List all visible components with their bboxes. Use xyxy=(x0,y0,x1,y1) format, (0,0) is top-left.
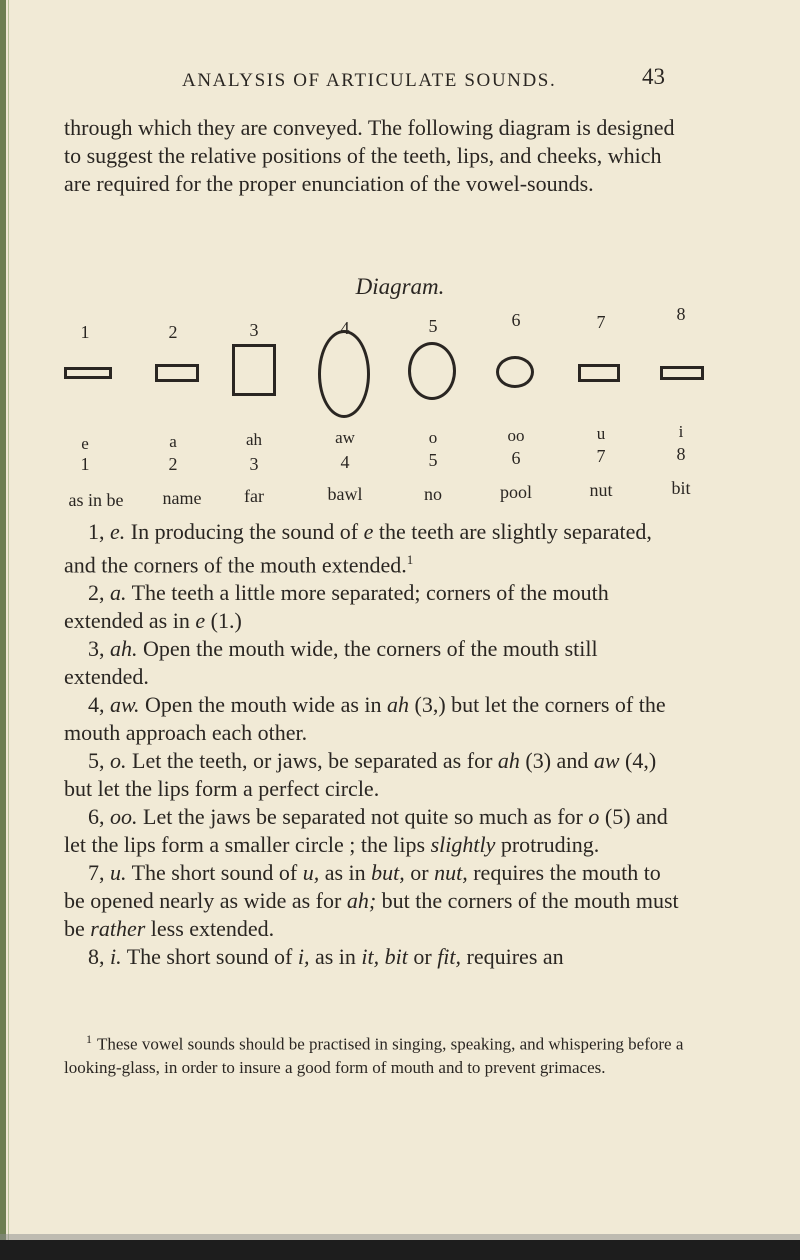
diagram-examples xyxy=(0,478,800,510)
example-word: pool xyxy=(499,482,532,502)
entry-text: Let the jaws be separated not quite so much as for xyxy=(137,804,589,830)
entry-key: e. xyxy=(110,519,126,544)
page-left-rule xyxy=(8,0,9,1260)
page-left-border xyxy=(0,0,6,1260)
footnote-reference: 1 xyxy=(406,552,414,567)
entry-text: The teeth a little more separated; corners of the mouth extended as in xyxy=(64,580,609,634)
instruction-entry xyxy=(64,635,684,691)
diagram-number: 6 xyxy=(511,448,521,468)
entry-text: (3,) but let the corners of the mouth approach each other. xyxy=(64,692,666,746)
example-word: far xyxy=(244,486,264,506)
entry-key: aw. xyxy=(110,692,140,718)
entry-text: Open the mouth wide, the corners of the mouth still extended. xyxy=(64,636,598,690)
instruction-entry xyxy=(64,579,684,635)
entry-text: requires the mouth to be opened nearly as wide as for xyxy=(64,860,661,914)
entry-text: (5) and let the lips form a smaller circle ; the lips xyxy=(64,804,668,858)
entry-italic: i, xyxy=(297,944,310,970)
entry-text: (4,) but let the lips form a perfect circle. xyxy=(64,748,657,802)
vowel-label: ah xyxy=(245,430,263,449)
vowel-label: oo xyxy=(507,426,525,445)
mouth-shape-i xyxy=(660,366,704,380)
diagram-number: 7 xyxy=(596,446,606,466)
entry-key: i. xyxy=(110,944,122,970)
vowel-label: o xyxy=(428,428,438,447)
mouth-shape-e xyxy=(64,367,112,379)
entry-number: 2, xyxy=(88,580,105,606)
diagram-number: 4 xyxy=(340,318,350,338)
entry-italic: ah xyxy=(497,748,520,774)
vowel-label: aw xyxy=(335,428,355,447)
diagram-number: 1 xyxy=(80,454,90,474)
entry-number: 7, xyxy=(88,860,105,886)
intro-paragraph: through which they are conveyed. The following diagram is designed to suggest the relative positions of the teeth, lips, and cheeks, which are required for the proper enunciation of the vowel-sounds. xyxy=(64,115,675,196)
entry-number: 3, xyxy=(88,636,105,662)
entry-text: or xyxy=(404,860,435,886)
diagram-number: 8 xyxy=(676,444,686,464)
footnote-text: These vowel sounds should be practised in singing, speaking, and whispering before a looking-glass, in order to insure a good form of mouth and to prevent grimaces. xyxy=(64,1034,684,1077)
example-word: as in be xyxy=(68,490,124,510)
diagram-number: 3 xyxy=(249,454,259,474)
diagram-number: 6 xyxy=(511,310,521,330)
example-word: name xyxy=(162,488,202,508)
entry-key: o. xyxy=(110,748,127,774)
diagram-number: 7 xyxy=(596,312,606,332)
entry-text: or xyxy=(407,944,438,970)
entry-text: protruding. xyxy=(495,832,600,858)
entry-italic: e xyxy=(195,608,206,634)
entry-text: The short sound of xyxy=(126,860,303,886)
mouth-shape-oo xyxy=(496,356,534,388)
entry-italic: it, bit xyxy=(361,944,408,970)
entry-key: ah. xyxy=(110,636,138,662)
entry-text: as in xyxy=(309,944,362,970)
entry-italic: fit, xyxy=(437,944,462,970)
page-bottom-edge xyxy=(0,1240,800,1260)
entry-text: In producing the sound of xyxy=(125,519,364,544)
entry-number: 1, xyxy=(88,519,105,544)
vowel-instructions xyxy=(64,518,684,971)
example-word: bit xyxy=(671,478,691,498)
mouth-shape-o xyxy=(408,342,456,400)
footnote xyxy=(64,1028,684,1079)
running-head xyxy=(0,64,800,100)
entry-key: u. xyxy=(110,860,127,886)
vowel-label: i xyxy=(678,422,684,441)
diagram-number: 5 xyxy=(428,450,438,470)
entry-text: but the corners of the mouth must be xyxy=(64,888,679,942)
page-number: 43 xyxy=(642,64,665,89)
entry-italic: e xyxy=(363,519,374,544)
example-word: no xyxy=(424,484,442,504)
entry-text: Let the teeth, or jaws, be separated as for xyxy=(126,748,498,774)
diagram-number: 8 xyxy=(676,304,686,324)
diagram-number: 2 xyxy=(168,454,178,474)
entry-text: requires an xyxy=(461,944,564,970)
vowel-label: u xyxy=(596,424,606,443)
example-word: bawl xyxy=(327,484,363,504)
mouth-shape-diagram xyxy=(0,330,800,430)
diagram-number: 4 xyxy=(340,452,350,472)
entry-text: The short sound of xyxy=(121,944,298,970)
instruction-entry xyxy=(64,747,684,803)
entry-italic: but, xyxy=(371,860,405,886)
entry-text: the teeth are slightly separated, and the corners of the mouth extended. xyxy=(64,519,652,578)
entry-number: 4, xyxy=(88,692,105,718)
mouth-shape-ah xyxy=(232,344,276,396)
diagram-title: Diagram. xyxy=(355,274,445,299)
footnote-mark: 1 xyxy=(86,1032,92,1046)
mouth-shape-aw xyxy=(318,330,370,418)
entry-number: 8, xyxy=(88,944,105,970)
instruction-entry xyxy=(64,518,684,579)
mouth-shape-u xyxy=(578,364,620,382)
entry-text: less extended. xyxy=(145,916,275,942)
entry-italic: ah; xyxy=(346,888,377,914)
diagram-number: 2 xyxy=(168,322,178,342)
instruction-entry xyxy=(64,859,684,943)
diagram-number: 5 xyxy=(428,316,438,336)
entry-text: Open the mouth wide as in xyxy=(139,692,388,718)
diagram-number: 1 xyxy=(80,322,90,342)
entry-italic: slightly xyxy=(430,832,496,858)
vowel-label: e xyxy=(81,434,89,453)
entry-italic: aw xyxy=(593,748,620,774)
entry-italic: u, xyxy=(302,860,320,886)
entry-italic: rather xyxy=(90,916,146,942)
entry-number: 5, xyxy=(88,748,105,774)
entry-text: (3) and xyxy=(519,748,594,774)
diagram-number: 3 xyxy=(249,320,259,340)
diagram-numbers-bottom xyxy=(0,444,800,480)
entry-key: oo. xyxy=(110,804,138,830)
instruction-entry xyxy=(64,943,684,971)
entry-key: a. xyxy=(110,580,127,606)
example-word: nut xyxy=(589,480,613,500)
instruction-entry xyxy=(64,803,684,859)
entry-text: (1.) xyxy=(205,608,242,634)
entry-italic: o xyxy=(588,804,600,830)
entry-number: 6, xyxy=(88,804,105,830)
vowel-label: a xyxy=(169,432,177,451)
mouth-shape-a xyxy=(155,364,199,382)
instruction-entry xyxy=(64,691,684,747)
entry-text: as in xyxy=(319,860,372,886)
entry-italic: nut, xyxy=(434,860,468,886)
entry-italic: ah xyxy=(387,692,410,718)
running-head-title: ANALYSIS OF ARTICULATE SOUNDS. xyxy=(182,70,557,91)
